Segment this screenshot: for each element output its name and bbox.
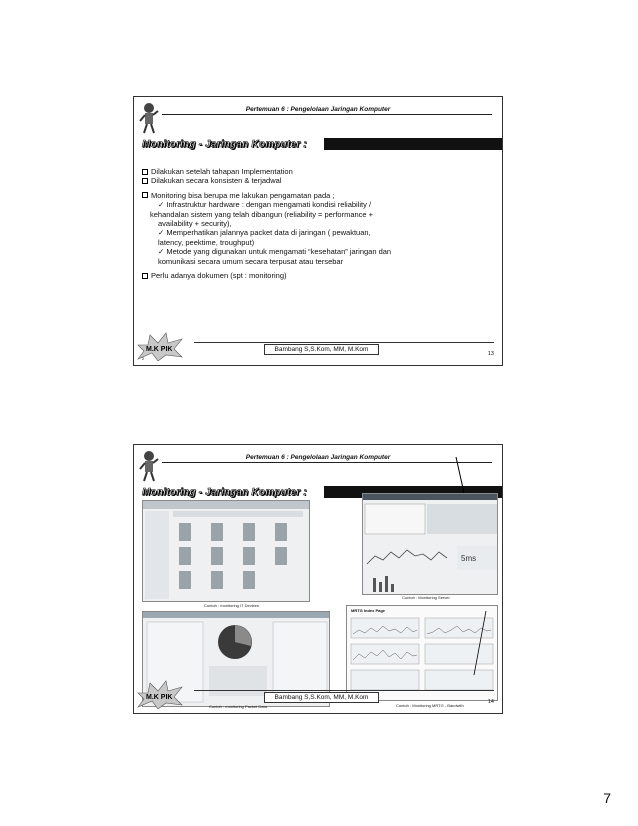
footer-divider	[194, 690, 494, 691]
checkbox-bullet-icon	[142, 169, 148, 175]
badge-small-number: 2	[142, 356, 145, 361]
header-divider	[162, 114, 492, 115]
checkbox-bullet-icon	[142, 178, 148, 184]
slide-header: Pertemuan 6 : Pengelolaan Jaringan Komputer	[245, 454, 391, 461]
bullet-item: Dilakukan secara konsisten & terjadwal	[142, 176, 494, 185]
latency-readout: 5ms	[461, 554, 477, 563]
page-number: 7	[603, 790, 611, 806]
sub-item: ✓ Infrastruktur hardware : dengan mengamati kondisi reliability /	[158, 200, 372, 210]
checkbox-bullet-icon	[142, 192, 148, 198]
slide-page-number: 14	[487, 699, 494, 705]
slide-title: Monitoring - Jaringan Komputer :	[142, 487, 307, 498]
sub-item: komunikasi secara umum secara terpusat atau tersebar	[158, 256, 344, 266]
checkbox-bullet-icon	[142, 273, 148, 279]
slide-content	[142, 167, 494, 280]
sub-item: availability + security),	[158, 219, 232, 229]
bullet-item: Monitoring bisa berupa me lakukan pengamatan pada ;	[142, 191, 494, 200]
author-box: Bambang S,S.Kom, MM, M.Kom	[264, 344, 379, 355]
slide-14	[133, 444, 503, 714]
course-badge: M.K PIK	[146, 346, 173, 353]
author-box: Bambang S,S.Kom, MM, M.Kom	[264, 692, 379, 703]
sub-item: kehandalan sistem yang telah dibangun (reliability = performance +	[150, 209, 374, 219]
slide-page-number: 13	[487, 351, 494, 357]
footer-divider	[194, 342, 494, 343]
caption-packet-data: Contoh : monitoring Packet Data	[209, 704, 267, 709]
sub-item: ✓ Metode yang digunakan untuk mengamati “kesehatan” jaringan dan	[158, 247, 392, 257]
slide-13	[133, 96, 503, 366]
bullet-item: Dilakukan setelah tahapan Implementation	[142, 167, 494, 176]
caption-mrtg: Contoh : Monitoring MRTG - Bandwith	[396, 703, 464, 708]
slide-header: Pertemuan 6 : Pengelolaan Jaringan Komputer	[245, 106, 391, 113]
bullet-item: Perlu adanya dokumen (spt : monitoring)	[142, 271, 494, 280]
caption-server: Contoh : Monitoring Server	[402, 595, 450, 600]
caption-it-devices: Contoh : monitoring IT Devices	[204, 603, 259, 608]
mrtg-title: MRTG Index Page	[351, 608, 386, 613]
connector-lines	[134, 445, 503, 714]
slide-title: Monitoring - Jaringan Komputer :	[142, 139, 307, 150]
course-badge: M.K PIK	[146, 694, 173, 701]
title-bar	[324, 138, 502, 150]
sub-item: ✓ Memperhatikan jalannya packet data di jaringan ( pewaktuan,	[158, 228, 371, 238]
sub-item: latency, peektime, troughput)	[158, 237, 255, 247]
